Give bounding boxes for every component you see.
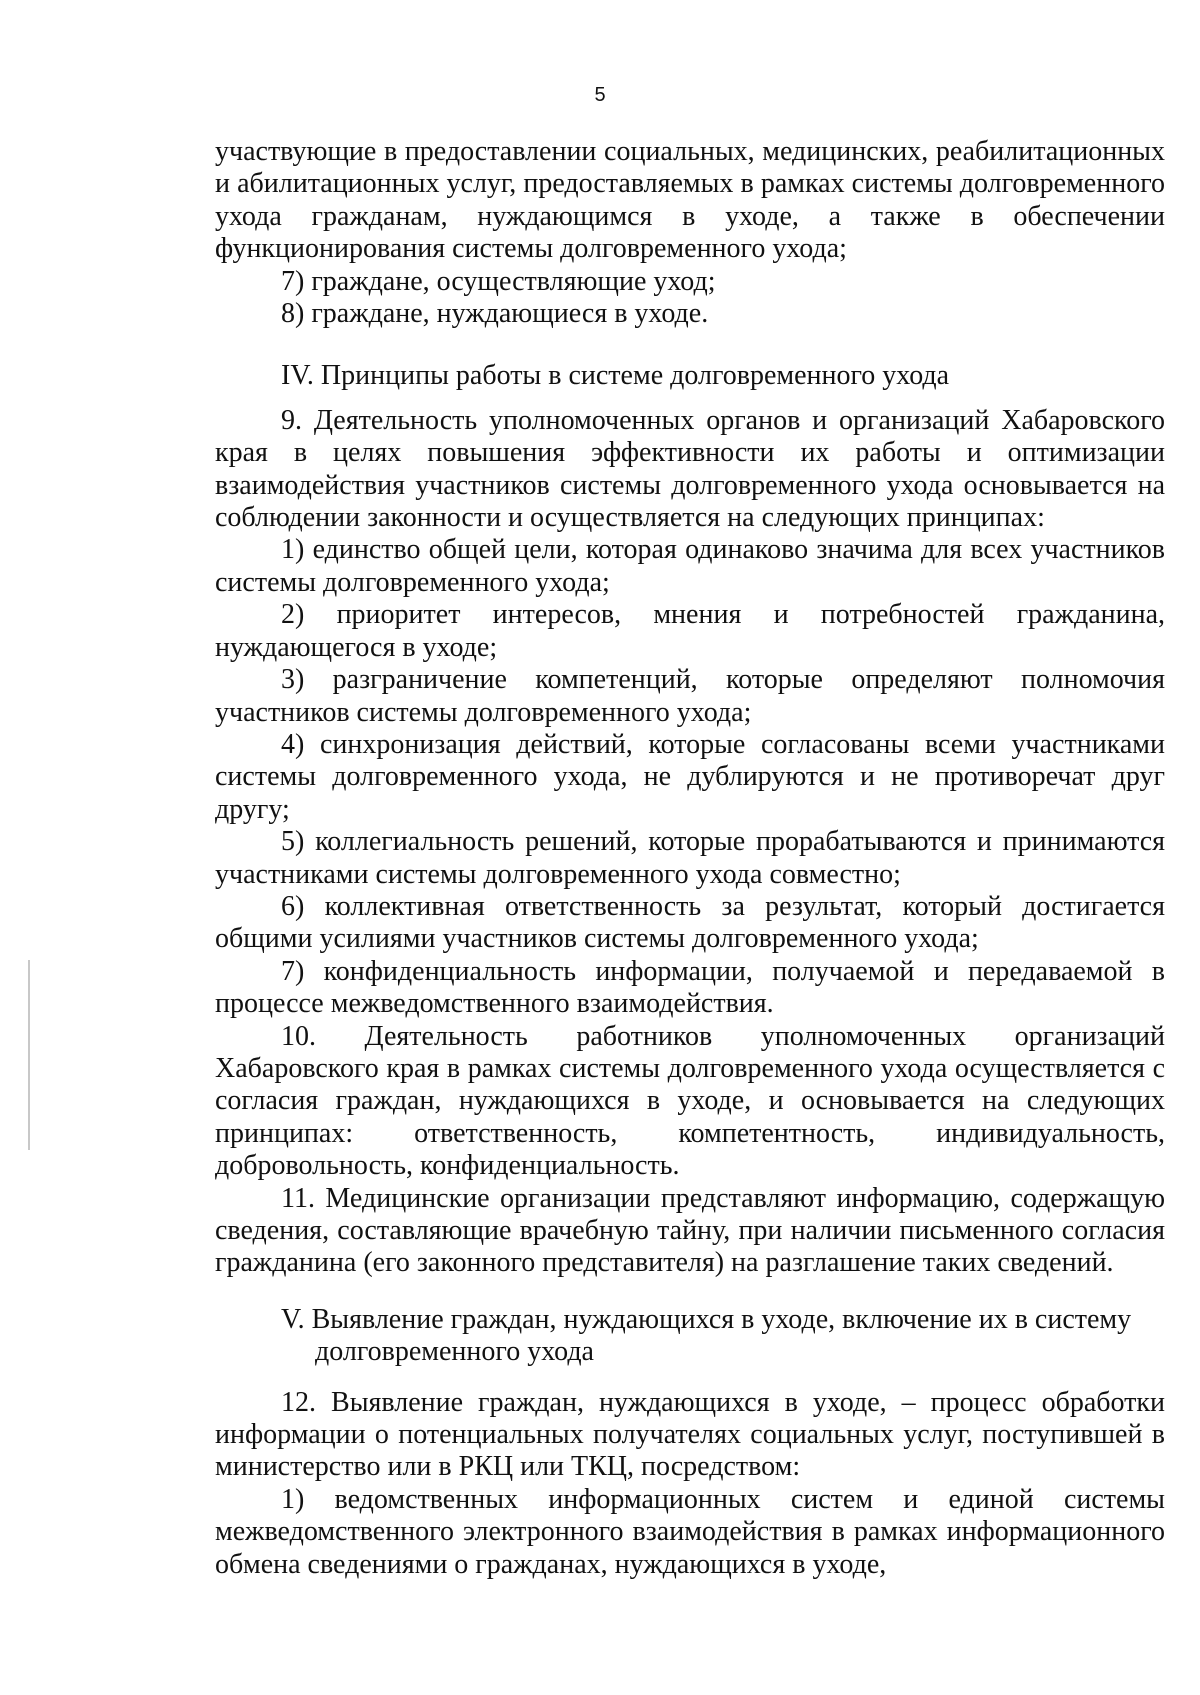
paragraph-9-item-4: 4) синхронизация действий, которые согласованы всеми участниками системы долговременного ухода, не дублируются и не противоречат друг другу; [215, 728, 1165, 825]
section-heading-v [215, 1304, 1165, 1369]
spacer [215, 330, 1165, 360]
spacer [215, 393, 1165, 405]
paragraph-9-item-6: 6) коллективная ответственность за результат, который достигается общими усилиями участников системы долговременного ухода; [215, 890, 1165, 955]
section-heading-v-line-1: V. Выявление граждан, нуждающихся в уходе, включение их в систему [281, 1303, 1132, 1335]
document-body [215, 136, 1165, 1581]
paragraph-12-item-1: 1) ведомственных информационных систем и единой системы межведомственного электронного взаимодействия в рамках информационного обмена сведениями о гражданах, нуждающихся в уходе, [215, 1483, 1165, 1580]
section-heading-v-line-2: долговременного ухода [315, 1336, 594, 1368]
list-item-8: 8) граждане, нуждающиеся в уходе. [281, 298, 709, 330]
paragraph-12: 12. Выявление граждан, нуждающихся в уходе, – процесс обработки информации о потенциальных получателях социальных услуг, поступившей в министерство или в РКЦ или ТКЦ, посредством: [215, 1386, 1165, 1483]
paragraph-9-item-5: 5) коллегиальность решений, которые прорабатываются и принимаются участниками системы долговременного ухода совместно; [215, 826, 1165, 890]
paragraph-9: 9. Деятельность уполномоченных органов и организаций Хабаровского края в целях повышения эффективности их работы и оптимизации взаимодействия участников системы долговременного ухода основывается на соблюдении законности и осуществляется на следующих принципах: [215, 404, 1165, 534]
section-heading-iv: IV. Принципы работы в системе долговременного ухода [281, 360, 950, 392]
scan-edge-mark [28, 960, 30, 1150]
paragraph-9-item-1: 1) единство общей цели, которая одинаково значима для всех участников системы долговременного ухода; [215, 534, 1165, 598]
list-item-7: 7) граждане, осуществляющие уход; [281, 265, 716, 297]
paragraph-11: 11. Медицинские организации представляют информацию, содержащую сведения, составляющие врачебную тайну, при наличии письменного согласия гражданина (его законного представителя) на разглашение таких сведений. [215, 1182, 1165, 1279]
paragraph-9-item-2: 2) приоритет интересов, мнения и потребностей гражданина, нуждающегося в уходе; [215, 599, 1165, 663]
paragraph-intro: участвующие в предоставлении социальных, медицинских, реабилитационных и абилитационных услуг, предоставляемых в рамках системы долговременного ухода гражданам, нуждающимся в уходе, а также в обеспечении функционирования системы долговременного ухода; [215, 136, 1165, 265]
page-number: 5 [594, 84, 606, 106]
spacer [215, 1280, 1165, 1304]
paragraph-10: 10. Деятельность работников уполномоченных организаций Хабаровского края в рамках системы долговременного ухода осуществляется с согласия граждан, нуждающихся в уходе, и основывается на следующих принципах: ответственность, компетентность, индивидуальность, добровольность, конфиденциальность. [215, 1020, 1165, 1182]
paragraph-9-item-7: 7) конфиденциальность информации, получаемой и передаваемой в процессе межведомственного взаимодействия. [215, 955, 1165, 1020]
paragraph-9-item-3: 3) разграничение компетенций, которые определяют полномочия участников системы долговременного ухода; [215, 664, 1165, 728]
spacer [215, 1369, 1165, 1387]
